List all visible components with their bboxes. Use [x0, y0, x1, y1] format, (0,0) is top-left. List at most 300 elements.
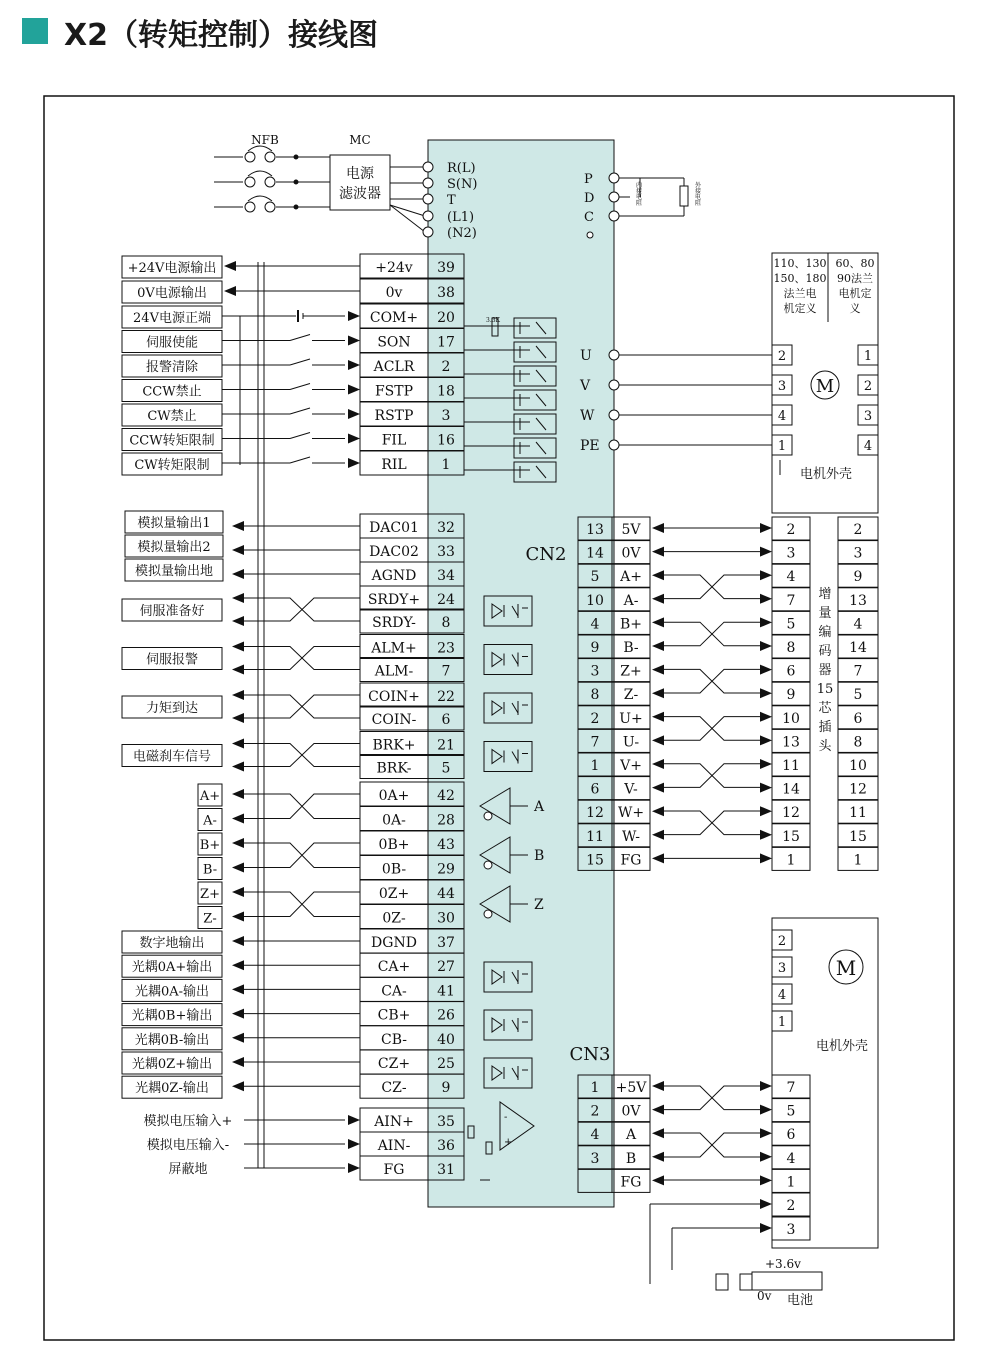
arrow-right-icon: [348, 360, 360, 370]
arrow-right-icon: [760, 806, 772, 816]
pair-label-0-text: 伺服准备好: [139, 604, 205, 619]
input-label-4-text: CW禁止: [147, 409, 197, 424]
pair-3-0-num-label: 21: [437, 737, 455, 754]
battery-cell-icon: [716, 1274, 728, 1290]
optical-out-4-num-label: 40: [437, 1031, 455, 1048]
arrow-right-icon: [760, 1175, 772, 1185]
pair-2-1-num-label: 6: [441, 712, 451, 728]
arrow-left-icon: [652, 665, 664, 675]
optical-out-2-num-label: 41: [437, 983, 455, 1000]
cn2-pin-label: B-: [623, 640, 639, 656]
arrow-left-icon: [652, 594, 664, 604]
arrow-right-icon: [348, 1163, 360, 1173]
cn2-ext-a-label: 7: [786, 592, 796, 609]
pdc-label: P: [584, 172, 593, 187]
motor2-pin: 2: [777, 934, 787, 949]
encoder-out-label-3-text: B-: [202, 862, 218, 878]
cn2-ext-a-label: 11: [782, 758, 800, 774]
analog-in-0-pin-label: AIN+: [374, 1114, 414, 1130]
junction-icon: [294, 155, 298, 159]
arrow-right-icon: [760, 523, 772, 533]
input-label-6-text: CW转矩限制: [134, 458, 210, 473]
analog-in-0-num-label: 35: [437, 1114, 455, 1130]
arrow-right-icon: [348, 311, 360, 321]
cn2-ext-b-label: 5: [853, 687, 863, 704]
cn2-num-label: 12: [586, 805, 604, 822]
encoder-label-char: 器: [818, 663, 832, 678]
optical-out-label-0-text: 数字地输出: [139, 936, 205, 951]
pair-label-3-text: 电磁刹车信号: [132, 749, 212, 765]
pair-2-0-num-label: 22: [437, 689, 455, 705]
arrow-left-icon: [232, 863, 244, 873]
cn2-ext-a-label: 14: [782, 781, 800, 798]
cn3-twist: [664, 1133, 760, 1157]
arrow-right-icon: [348, 434, 360, 444]
cn2-ext-b-label: 7: [853, 663, 863, 680]
cn2-num-label: 10: [586, 592, 604, 609]
pair-label-2-text: 力矩到达: [145, 701, 199, 716]
analog-out-label-0-text: 模拟量输出1: [137, 516, 211, 531]
optical-out-label-5-text: 光耦0Z+输出: [131, 1057, 213, 1072]
motor1-header-b: 90法兰: [837, 272, 873, 285]
cn2-pin-label: 5V: [621, 522, 641, 538]
optical-out-1-num-label: 27: [437, 959, 455, 976]
breaker-icon: [245, 202, 255, 212]
arrow-right-icon: [760, 1105, 772, 1115]
output-label-0-text: +24V电源输出: [127, 261, 217, 276]
battery-cell-icon: [740, 1274, 752, 1290]
cn3-pin-label: +5V: [615, 1080, 647, 1096]
power-terminal-label: (L1): [447, 210, 475, 225]
motor1-pin-a: 4: [777, 409, 787, 424]
arrow-right-icon: [760, 1128, 772, 1138]
output-1-num-label: 38: [437, 285, 455, 301]
arrow-left-icon: [652, 523, 664, 533]
brake-internal-label: 电: [636, 194, 643, 201]
cn2-twist-3: [664, 717, 760, 741]
encoder-label-char: 增: [818, 587, 832, 602]
arrow-right-icon: [348, 1139, 360, 1149]
arrow-right-icon: [760, 665, 772, 675]
input-1-pin-label: SON: [377, 334, 411, 351]
arrow-left-icon: [232, 593, 244, 603]
breaker-icon: [265, 177, 275, 187]
mc-label: MC: [349, 133, 371, 147]
arrow-left-icon: [652, 547, 664, 557]
breaker-icon: [245, 177, 255, 187]
pair-1-1-num-label: 7: [441, 663, 451, 680]
arrow-left-icon: [224, 261, 236, 271]
pdc-label: C: [584, 210, 594, 225]
optical-out-label-2-text: 光耦0A-输出: [134, 984, 210, 1000]
arrow-left-icon: [232, 616, 244, 626]
terminal-icon: [609, 211, 619, 221]
arrow-left-icon: [652, 1128, 664, 1138]
arrow-left-icon: [224, 286, 236, 296]
motor2-case-label: 电机外壳: [815, 1039, 869, 1054]
power-terminal-label: R(L): [447, 161, 476, 176]
pair-label-1-text: 伺服报警: [145, 652, 199, 668]
terminal-icon: [587, 232, 593, 238]
pair-1-0-num-label: 23: [437, 640, 455, 657]
driver-bubble-icon: [484, 910, 492, 918]
terminal-icon: [423, 178, 433, 188]
cn2-ext-a-label: 8: [786, 640, 796, 656]
arrow-right-icon: [348, 336, 360, 346]
switch-icon: [290, 335, 310, 341]
cn2-pin-label: W-: [621, 828, 641, 845]
cn2-twist-4: [664, 764, 760, 788]
pair-2-1-pin-label: COIN-: [371, 712, 417, 728]
arrow-right-icon: [760, 594, 772, 604]
motor-pin-label-V: V: [580, 378, 591, 394]
cn2-ext-b-label: 8: [853, 734, 863, 751]
cn2-label: CN2: [525, 544, 567, 565]
arrow-right-icon: [760, 1199, 772, 1209]
input-6-pin-label: RIL: [381, 457, 407, 473]
arrow-left-icon: [652, 783, 664, 793]
cn3-pin-label: 0V: [621, 1103, 641, 1120]
cn2-ext-b-label: 6: [853, 710, 863, 727]
optical-out-6-num-label: 9: [441, 1080, 451, 1097]
pair-twist-2: [244, 695, 360, 718]
output-0-num-label: 39: [437, 260, 455, 276]
terminal-icon: [609, 440, 619, 450]
pair-twist-1: [244, 647, 360, 670]
motor1-header-a: 110、130: [773, 257, 827, 270]
breaker-arc-icon: [248, 171, 272, 176]
encoder-label-char: 15: [816, 682, 834, 697]
motor-pin-label-W: W: [580, 408, 595, 424]
filter-label: 滤波器: [339, 186, 381, 202]
pair-2-0-pin-label: COIN+: [368, 689, 420, 705]
output-label-1-text: 0V电源输出: [137, 286, 207, 301]
cn2-pin-label: W+: [617, 805, 645, 822]
cn2-ext-a-label: 2: [786, 522, 796, 538]
analog-in-2-num-label: 31: [437, 1162, 455, 1178]
motor1-header-b: 电机定: [838, 287, 872, 300]
cn2-ext-b-label: 12: [849, 781, 867, 798]
encoder-out-0-pin-label: 0A+: [378, 788, 410, 804]
analog-in-label-0: 模拟电压输入+: [143, 1114, 233, 1129]
analog-in-1-num-label: 36: [437, 1138, 455, 1154]
battery-label: 电池: [786, 1293, 814, 1308]
arrow-left-icon: [652, 853, 664, 863]
terminal-icon: [609, 192, 619, 202]
cn3-extra-label: 3: [786, 1222, 796, 1238]
arrow-left-icon: [232, 1057, 244, 1067]
encoder-out-5-pin-label: 0Z-: [382, 910, 406, 927]
cn2-ext-b-label: 1: [853, 852, 863, 869]
cn2-pin-label: U+: [619, 710, 643, 727]
diff-label-Z: Z: [534, 897, 544, 913]
pair-3-0-pin-label: BRK+: [372, 737, 416, 754]
cn2-pin-label: FG: [620, 852, 642, 869]
battery-v-label: +3.6v: [765, 1257, 801, 1271]
cn2-ext-a-label: 6: [786, 663, 796, 680]
resistor-icon: [680, 186, 688, 206]
encoder-out-label-5-text: Z-: [203, 911, 217, 927]
arrow-left-icon: [232, 887, 244, 897]
pdc-label: D: [584, 191, 595, 206]
cn2-ext-b-label: 9: [853, 569, 863, 586]
resistor-label: 3.3K: [486, 317, 501, 324]
arrow-left-icon: [232, 838, 244, 848]
motor1-header-a: 机定义: [783, 302, 817, 315]
cn2-num-label: 14: [586, 545, 604, 562]
analog-out-label-1-text: 模拟量输出2: [137, 540, 211, 555]
optical-out-3-pin-label: CB+: [377, 1007, 411, 1024]
cn2-num-label: 15: [586, 852, 604, 869]
cn2-ext-a-label: 10: [782, 710, 800, 727]
optical-out-3-num-label: 26: [437, 1007, 455, 1024]
cn2-ext-a-label: 12: [782, 805, 800, 822]
cn2-ext-b-label: 15: [849, 828, 867, 845]
cn3-pin-label: B: [625, 1150, 637, 1167]
terminal-icon: [423, 227, 433, 237]
optical-out-5-num-label: 25: [437, 1056, 455, 1072]
terminal-icon: [423, 211, 433, 221]
motor-pin-label-U: U: [580, 348, 592, 364]
optical-out-5-pin-label: CZ+: [377, 1056, 411, 1072]
encoder-label-char: 芯: [818, 701, 832, 716]
input-5-num-label: 16: [437, 432, 455, 449]
motor-pin-label-PE: PE: [580, 438, 600, 454]
arrow-left-icon: [232, 521, 244, 531]
brake-internal-label: 阻: [636, 200, 643, 207]
arrow-right-icon: [760, 1223, 772, 1233]
pair-3-1-pin-label: BRK-: [376, 760, 412, 777]
arrow-left-icon: [652, 1081, 664, 1091]
arrow-left-icon: [652, 641, 664, 651]
cn2-num-label: 7: [590, 734, 600, 751]
arrow-right-icon: [760, 570, 772, 580]
brake-internal-label: 内: [636, 182, 643, 189]
cn2-num-label: 4: [590, 616, 600, 633]
input-2-pin-label: ACLR: [373, 359, 415, 375]
power-terminal-label: (N2): [447, 226, 477, 241]
cn2-num-label: 5: [590, 569, 600, 586]
analog-out-1-num-label: 33: [437, 544, 455, 560]
encoder-twist-0: [244, 794, 360, 819]
motor2-pin: 1: [777, 1015, 787, 1030]
arrow-left-icon: [232, 545, 244, 555]
analog-out-2-num-label: 34: [437, 568, 455, 584]
input-label-0-text: 24V电源正端: [133, 311, 211, 326]
junction-icon: [294, 180, 298, 184]
input-label-1-text: 伺服使能: [145, 335, 199, 351]
cn2-pin-label: Z+: [620, 663, 642, 680]
arrow-right-icon: [760, 1081, 772, 1091]
arrow-right-icon: [760, 712, 772, 722]
optical-out-label-3-text: 光耦0B+输出: [131, 1008, 213, 1024]
cn3-ext-label: 5: [786, 1103, 796, 1120]
cn3-twist: [664, 1086, 760, 1110]
arrow-left-icon: [232, 984, 244, 994]
input-5-pin-label: FIL: [381, 432, 407, 449]
junction-icon: [294, 205, 298, 209]
motor1-header-a: 150、180: [773, 272, 827, 285]
arrow-left-icon: [652, 1175, 664, 1185]
brake-external-label: 阻: [695, 200, 702, 207]
cn2-ext-a-label: 5: [786, 616, 796, 633]
cn2-num-label: 3: [590, 663, 600, 680]
arrow-left-icon: [232, 1033, 244, 1043]
arrow-left-icon: [652, 830, 664, 840]
encoder-out-2-pin-label: 0B+: [378, 837, 410, 853]
optical-out-1-pin-label: CA+: [377, 959, 411, 976]
encoder-label-char: 编: [818, 625, 832, 640]
cn2-num-label: 9: [590, 640, 600, 656]
cn2-num-label: 1: [590, 758, 600, 774]
encoder-out-0-num-label: 42: [437, 788, 455, 804]
input-label-2-text: 报警清除: [145, 360, 199, 375]
cn3-num-label: 1: [590, 1080, 600, 1096]
filter-label: 电源: [346, 166, 374, 182]
arrow-right-icon: [760, 853, 772, 863]
motor2-pin: 3: [777, 961, 787, 976]
arrow-left-icon: [652, 735, 664, 745]
input-1-num-label: 17: [437, 334, 455, 351]
encoder-out-3-pin-label: 0B-: [381, 861, 407, 878]
motor1-pin-a: 2: [777, 349, 787, 364]
motor2-pin: 4: [777, 988, 787, 1003]
encoder-label-char: 头: [818, 739, 832, 754]
cn2-ext-b-label: 10: [849, 758, 867, 774]
arrow-right-icon: [760, 783, 772, 793]
cn3-ext-label: 1: [786, 1174, 796, 1191]
arrow-left-icon: [232, 762, 244, 772]
driver-bubble-icon: [484, 812, 492, 820]
cn2-pin-label: U-: [622, 734, 640, 751]
arrow-left-icon: [652, 1105, 664, 1115]
arrow-right-icon: [348, 458, 360, 468]
arrow-left-icon: [232, 1081, 244, 1091]
input-4-num-label: 3: [441, 408, 451, 424]
diff-label-B: B: [534, 848, 545, 864]
opamp-sign: +: [504, 1137, 513, 1148]
cn2-pin-label: V-: [624, 781, 638, 798]
terminal-icon: [423, 194, 433, 204]
input-3-num-label: 18: [437, 383, 455, 400]
input-4-pin-label: RSTP: [374, 408, 414, 424]
analog-out-0-num-label: 32: [437, 520, 455, 536]
encoder-out-label-2-text: B+: [199, 838, 221, 853]
encoder-out-2-num-label: 43: [437, 837, 455, 853]
arrow-left-icon: [232, 1009, 244, 1019]
pair-twist-0: [244, 598, 360, 621]
arrow-left-icon: [652, 759, 664, 769]
battery-0-label: 0v: [757, 1289, 772, 1303]
cn2-ext-a-label: 13: [782, 734, 800, 751]
breaker-icon: [245, 152, 255, 162]
motor1-case-label: 电机外壳: [799, 467, 853, 482]
brake-external-label: 电: [695, 194, 702, 201]
encoder-label-char: 量: [818, 606, 832, 621]
arrow-right-icon: [760, 735, 772, 745]
power-terminal-label: T: [447, 193, 456, 208]
switch-icon: [290, 384, 310, 390]
motor1-pin-b: 3: [863, 409, 873, 424]
cn2-twist-2: [664, 669, 760, 693]
motor1-pin-a: 1: [777, 439, 787, 454]
motor1-symbol: M: [815, 376, 835, 397]
optical-out-4-pin-label: CB-: [381, 1031, 407, 1048]
terminal-icon: [609, 173, 619, 183]
input-6-num-label: 1: [441, 457, 451, 473]
input-label-5-text: CCW转矩限制: [129, 433, 215, 449]
arrow-right-icon: [760, 547, 772, 557]
cn2-ext-b-label: 11: [849, 805, 867, 822]
power-terminal-label: S(N): [447, 177, 478, 192]
cn2-pin-label: B+: [619, 616, 643, 633]
motor1-pin-b: 2: [863, 379, 873, 394]
pair-0-1-pin-label: SRDY-: [372, 615, 416, 631]
cn2-pin-label: V+: [620, 758, 642, 774]
motor1-header-a: 法兰电: [783, 287, 817, 300]
encoder-out-4-num-label: 44: [437, 886, 455, 902]
cn2-twist-5: [664, 811, 760, 835]
motor1-pin-b: 1: [863, 349, 873, 364]
cn2-ext-b-label: 4: [853, 616, 863, 633]
cn2-ext-b-label: 13: [849, 592, 867, 609]
encoder-out-label-1-text: A-: [203, 813, 217, 829]
power-line: [390, 205, 425, 232]
breaker-arc-icon: [248, 196, 272, 201]
motor1-pin-a: 3: [777, 379, 787, 394]
cn2-ext-a-label: 9: [786, 687, 796, 704]
arrow-left-icon: [652, 570, 664, 580]
encoder-out-1-pin-label: 0A-: [382, 812, 406, 829]
arrow-left-icon: [232, 665, 244, 675]
optical-out-0-num-label: 37: [437, 935, 455, 951]
arrow-left-icon: [652, 712, 664, 722]
optical-out-label-4-text: 光耦0B-输出: [134, 1032, 210, 1048]
encoder-out-label-4-text: Z+: [200, 887, 220, 902]
input-label-3-text: CCW禁止: [142, 384, 202, 400]
optical-out-label-1-text: 光耦0A+输出: [131, 960, 213, 976]
analog-in-1-pin-label: AIN-: [377, 1138, 411, 1154]
arrow-left-icon: [232, 814, 244, 824]
analog-out-0-pin-label: DAC01: [369, 520, 419, 536]
terminal-icon: [609, 350, 619, 360]
diff-label-A: A: [534, 799, 545, 815]
optical-out-0-pin-label: DGND: [371, 935, 417, 951]
brake-external-label: 接: [695, 188, 702, 195]
cn3-ext-label: 7: [786, 1080, 796, 1096]
encoder-out-4-pin-label: 0Z+: [378, 886, 410, 902]
power-line: [390, 205, 425, 216]
cn2-twist-1: [664, 622, 760, 646]
cn3-ext-label: 4: [786, 1150, 796, 1167]
arrow-left-icon: [652, 688, 664, 698]
cn2-num-label: 8: [590, 687, 600, 704]
page-title: X2（转矩控制）接线图: [64, 18, 379, 53]
optical-out-6-pin-label: CZ-: [381, 1080, 407, 1097]
arrow-left-icon: [652, 806, 664, 816]
pair-0-0-num-label: 24: [437, 592, 455, 608]
arrow-left-icon: [232, 569, 244, 579]
analog-in-label-1: 模拟电压输入-: [146, 1138, 230, 1153]
arrow-left-icon: [652, 1152, 664, 1162]
arrow-right-icon: [760, 641, 772, 651]
arrow-left-icon: [232, 936, 244, 946]
cn2-ext-b-label: 2: [853, 522, 863, 538]
cn2-pin-label: 0V: [621, 545, 641, 562]
brake-internal-label: 接: [636, 188, 643, 195]
cn2-pin-label: Z-: [623, 687, 639, 704]
optical-out-label-6-text: 光耦0Z-输出: [135, 1081, 209, 1097]
